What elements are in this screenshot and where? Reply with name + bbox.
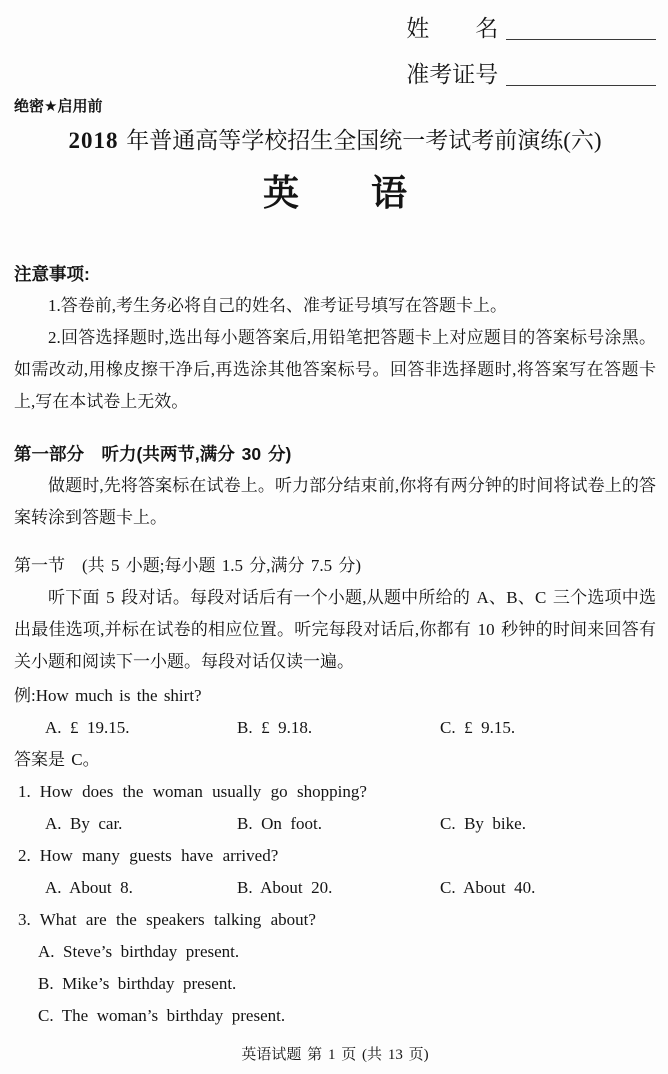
example-answer: 答案是 C。 xyxy=(14,750,100,769)
question-2-line xyxy=(14,840,656,872)
example-option-b: B. £ 9.18. xyxy=(237,718,313,737)
question-2-number: 2. xyxy=(18,846,31,865)
name-blank-line xyxy=(506,17,656,40)
name-label: 姓 名 xyxy=(406,16,499,41)
question-1-line xyxy=(14,776,656,808)
question-1-option-a: A. By car. xyxy=(45,814,123,833)
question-2-options-row xyxy=(14,872,656,904)
exam-year: 2018 xyxy=(68,128,119,153)
question-2-option-c: C. About 40. xyxy=(440,878,536,897)
question-1-option-b: B. On foot. xyxy=(237,814,322,833)
section1-instructions: 听下面 5 段对话。每段对话后有一个小题,从题中所给的 A、B、C 三个选项中选出最佳选项,并标在试卷的相应位置。听完每段对话后,你都有 10 秒钟的时间来回答有关小题和阅读下一小题。每段对话仅读一遍。 xyxy=(14,588,656,671)
question-1-option-c: C. By bike. xyxy=(440,814,526,833)
page-footer: 英语试题 第 1 页 (共 13 页) xyxy=(241,1047,429,1063)
notice-heading: 注意事项: xyxy=(14,264,90,284)
question-3-option-b: B. Mike’s birthday present. xyxy=(38,974,237,993)
question-3 xyxy=(14,904,656,1032)
notice-item-1: 1.答卷前,考生务必将自己的姓名、准考证号填写在答题卡上。 xyxy=(48,296,507,315)
question-2 xyxy=(14,840,656,904)
name-field-row xyxy=(14,14,656,44)
example-options-row xyxy=(14,712,656,744)
question-1-number: 1. xyxy=(18,782,31,801)
question-3-option-c: C. The woman’s birthday present. xyxy=(38,1006,286,1025)
notice-item-2: 2.回答选择题时,选出每小题答案后,用铅笔把答题卡上对应题目的答案标号涂黑。如需改动,用橡皮擦干净后,再选涂其他答案标号。回答非选择题时,将答案写在答题卡上,写在本试卷上无效。 xyxy=(14,328,656,411)
question-1 xyxy=(14,776,656,840)
subject-title: 英 语 xyxy=(262,173,407,213)
question-1-text: How does the woman usually go shopping? xyxy=(39,782,367,801)
classification-notice: 绝密★启用前 xyxy=(14,98,103,115)
admission-number-label: 准考证号 xyxy=(406,62,499,87)
question-2-option-a: A. About 8. xyxy=(45,878,133,897)
question-1-options-row xyxy=(14,808,656,840)
part1-intro: 做题时,先将答案标在试卷上。听力部分结束前,你将有两分钟的时间将试卷上的答案转涂到答题卡上。 xyxy=(14,476,656,527)
question-3-line xyxy=(14,904,656,936)
example-option-a: A. £ 19.15. xyxy=(45,718,130,737)
example-prompt: 例:How much is the shirt? xyxy=(14,686,202,705)
admission-number-field-row xyxy=(14,60,656,90)
exam-title xyxy=(14,124,656,158)
example-option-c: C. £ 9.15. xyxy=(440,718,516,737)
part1-heading: 第一部分 听力(共两节,满分 30 分) xyxy=(14,444,292,464)
question-2-option-b: B. About 20. xyxy=(237,878,333,897)
question-3-text: What are the speakers talking about? xyxy=(39,910,316,929)
question-2-text: How many guests have arrived? xyxy=(39,846,279,865)
question-3-option-a: A. Steve’s birthday present. xyxy=(38,942,240,961)
exam-title-text: 年普通高等学校招生全国统一考试考前演练(六) xyxy=(126,128,602,153)
section1-heading: 第一节 (共 5 小题;每小题 1.5 分,满分 7.5 分) xyxy=(14,556,362,575)
header-fill-in-fields xyxy=(14,14,656,90)
admission-number-blank-line xyxy=(506,63,656,86)
question-3-number: 3. xyxy=(18,910,31,929)
